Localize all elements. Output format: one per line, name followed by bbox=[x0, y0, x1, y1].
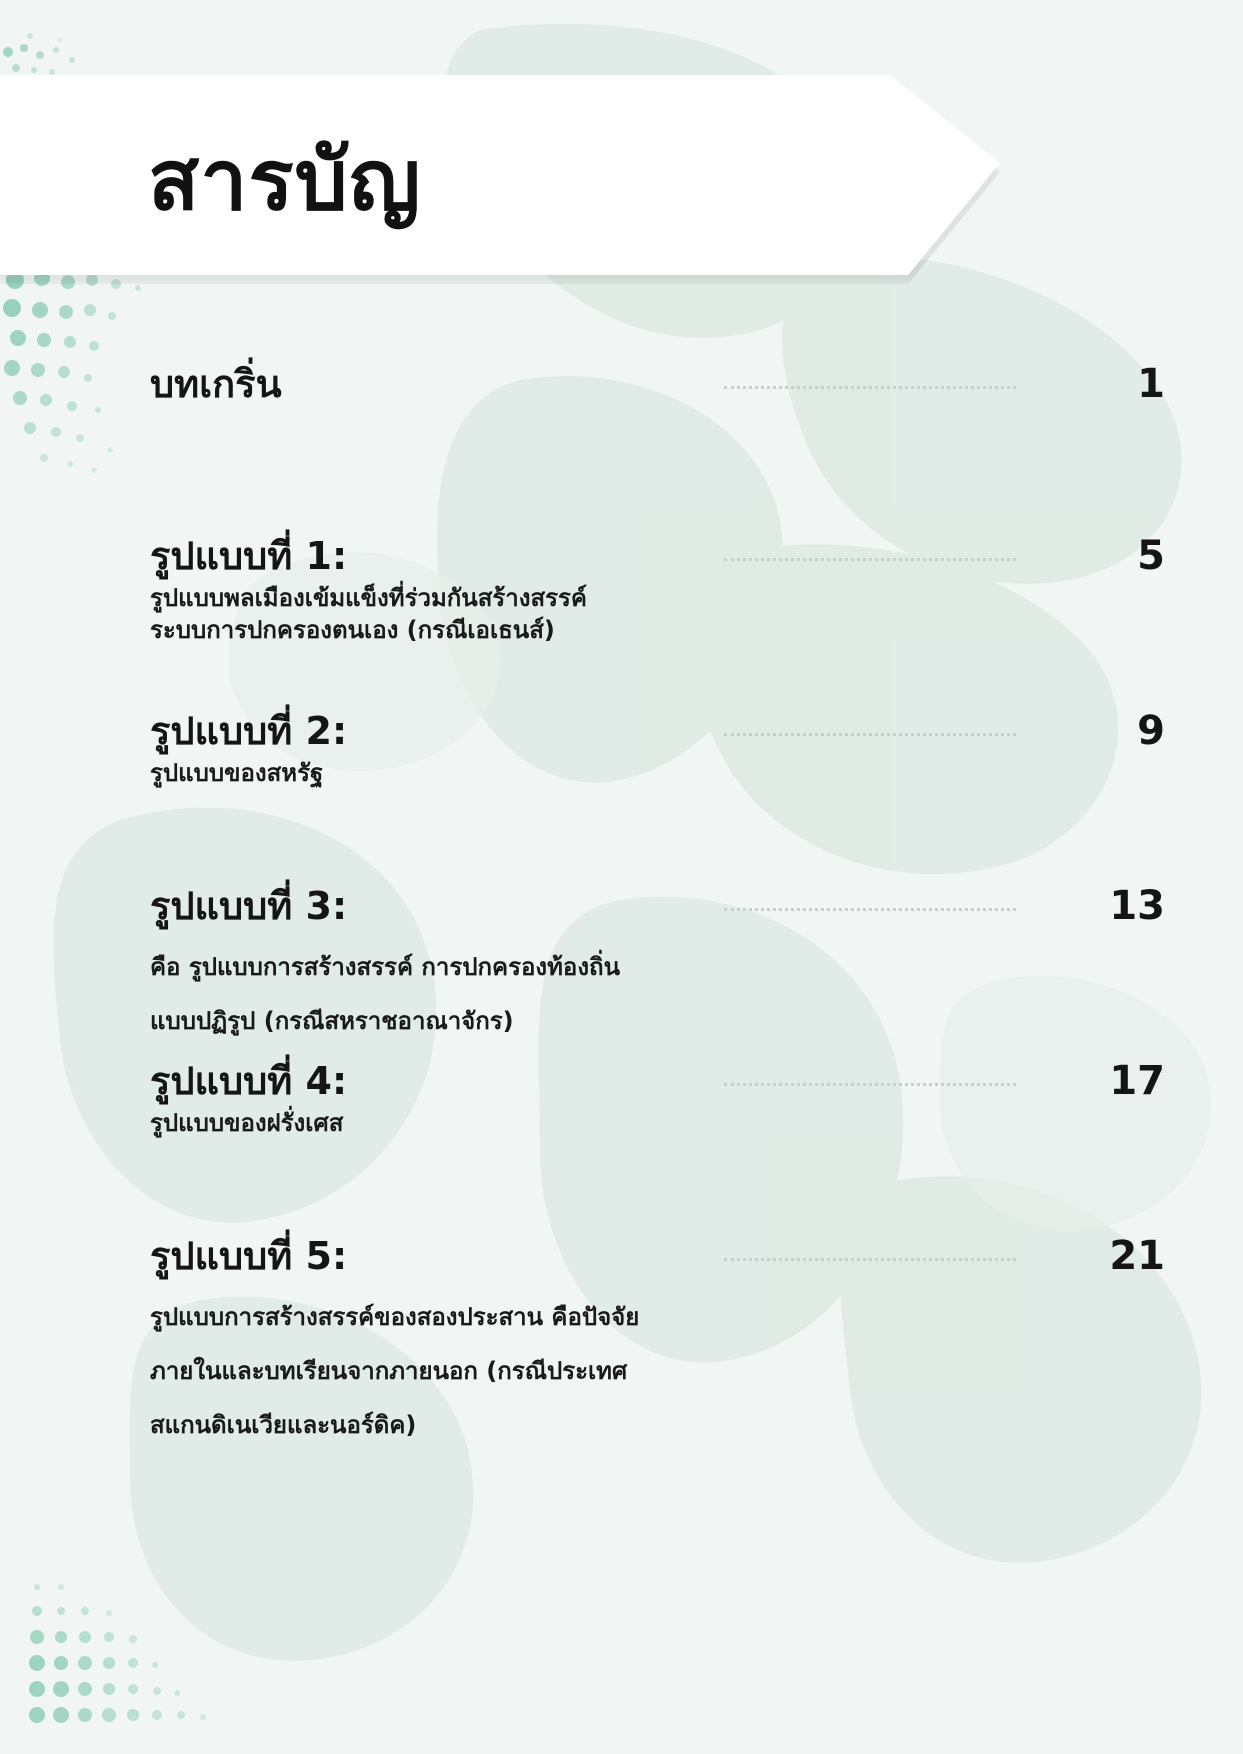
description-line: แบบปฏิรูป (กรณีสหราชอาณาจักร) bbox=[150, 1007, 514, 1035]
toc-entry-description bbox=[150, 582, 587, 646]
toc-entry-description bbox=[150, 940, 620, 1048]
dotted-leader bbox=[724, 1258, 1016, 1261]
dotted-leader bbox=[724, 386, 1016, 389]
toc-entry-title: รูปแบบที่ 2: bbox=[150, 709, 348, 753]
description-line: รูปแบบของฝรั่งเศส bbox=[150, 1109, 344, 1137]
dotted-leader bbox=[724, 558, 1016, 561]
dotted-leader bbox=[724, 1083, 1016, 1086]
description-line: รูปแบบพลเมืองเข้มแข็งที่ร่วมกันสร้างสรรค์ bbox=[150, 584, 587, 612]
toc-entry-title: รูปแบบที่ 5: bbox=[150, 1234, 348, 1278]
page-title: สารบัญ bbox=[148, 131, 422, 229]
dotted-leader bbox=[724, 733, 1016, 736]
toc-page-number: 17 bbox=[1109, 1058, 1165, 1104]
toc-entry-description bbox=[150, 1107, 343, 1139]
toc-page-number: 9 bbox=[1137, 708, 1165, 754]
toc-page-number: 21 bbox=[1109, 1233, 1165, 1279]
description-line: รูปแบบการสร้างสรรค์ของสองประสาน คือปัจจัย bbox=[150, 1303, 640, 1331]
toc-entry-description bbox=[150, 757, 323, 789]
dotted-leader bbox=[724, 908, 1016, 911]
description-line: รูปแบบของสหรัฐ bbox=[150, 759, 324, 787]
toc-entry-title: รูปแบบที่ 3: bbox=[150, 884, 348, 928]
description-line: สแกนดิเนเวียและนอร์ดิค) bbox=[150, 1411, 417, 1439]
toc-entry-title: รูปแบบที่ 1: bbox=[150, 534, 348, 578]
toc-entry-title: บทเกริ่น bbox=[150, 362, 282, 406]
toc-entry-title: รูปแบบที่ 4: bbox=[150, 1059, 348, 1103]
toc-entry-description bbox=[150, 1290, 639, 1452]
description-line: ระบบการปกครองตนเอง (กรณีเอเธนส์) bbox=[150, 616, 555, 644]
toc-page-number: 5 bbox=[1137, 533, 1165, 579]
toc-page-number: 1 bbox=[1137, 361, 1165, 407]
description-line: คือ รูปแบบการสร้างสรรค์ การปกครองท้องถิ่น bbox=[150, 953, 620, 981]
description-line: ภายในและบทเรียนจากภายนอก (กรณีประเทศ bbox=[150, 1357, 628, 1385]
toc-page-number: 13 bbox=[1109, 883, 1165, 929]
